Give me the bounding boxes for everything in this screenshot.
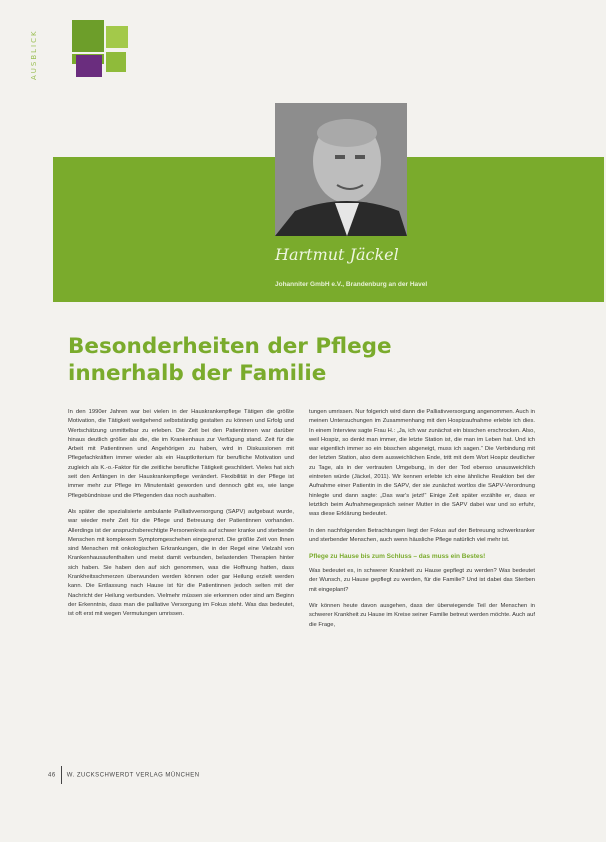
- paragraph: tungen umrissen. Nur folgerich wird dann die Palliativversorgung angenommen. Auch in meinen Untersuchungen im Zusammenhang mit den Hospizaufnahme erlebte ich dies. In einem Interview sagte Frau H.: „Ja, ich war zunächst ein bisschen erschrocken. Also, weil Hospiz, so denkt man immer, die letzte Station ist, die man im Leben hat. Und ich war eigentlich immer so ein bisschen abgeneigt, muss ich sagen.“ Die Verbindung mit der letzten Station, also dem ausweichlichen Ende, tritt mit dem Wort Hospiz deutlicher zu Tage, als in der vertrauten Umgebung, in der der Tod ebenso unausweichlich eintreten würde (Jäckel, 2011). Wir kennen erlebte ich eine ähnliche Reaktion bei der Aufnahme einer Patientin in die SAPV, der sie zunächst wortlos die SAPV-Verordnung hinlegte und dann sagte: „Das war's jetzt!“ Einige Zeit später erzählte er, dass er letztlich beim Aufnahmegespräch seiner Mutter in die SAPV dabei war und so erfuhr, was diese Erklärung bedeutet.: [309, 409, 535, 518]
- paragraph: In den nachfolgenden Betrachtungen liegt der Fokus auf der Betreuung schwerkranker und sterbender Menschen, auch wenn häusliche Pflege natürlich viel mehr ist.: [309, 527, 535, 543]
- page-footer: [48, 766, 200, 784]
- title-line-1: Besonderheiten der Pflege: [68, 334, 392, 359]
- decor-square-dark-green: [72, 20, 104, 52]
- author-portrait: [275, 103, 407, 236]
- section-subheading: Pflege zu Hause bis zum Schluss – das muss ein Bestes!: [309, 553, 486, 561]
- publisher-name: W. ZUCKSCHWERDT VERLAG MÜNCHEN: [66, 772, 200, 779]
- author-role: Johanniter GmbH e.V., Brandenburg an der Havel: [275, 281, 428, 288]
- body-column-right: [309, 408, 535, 637]
- decor-square-small-green: [106, 52, 126, 72]
- paragraph: In den 1990er Jahren war bei vielen in der Hauskrankenpflege Tätigen die größte Motivation, die Tätigkeit weitgehend selbstständig gestalten zu können und Erfolg und Wertschätzung unmittelbar zu erleben. Die Zeit bei den Patientinnen war darüber hinaus deutlich größer als die, die im Krankenhaus zur Verfügung stand. Zeit für die Arbeit mit Patientinnen und Angehörigen zu haben, wird in Diskussionen mit Pflegefachkräften immer wieder als ein Hauptkriterium für berufliche Motivation und zugleich als K.-o.-Faktor für die zeitliche berufliche Tätigkeit geschildert. Vieles hat sich seit den Anfängen in der Hauskrankenpflege verändert. Flexibilität in der Pflege ist immer mehr zur Pflege im Minutentakt geworden und dennoch gibt es, wie lange Pflegebündnisse und die Pflegenden das noch aushalten.: [68, 409, 294, 499]
- decor-square-purple: [76, 55, 102, 77]
- paragraph: Als später die spezialisierte ambulante Palliativversorgung (SAPV) aufgebaut wurde, war wieder mehr Zeit für die Pflege und Betreuung der Patientinnen vorhanden. Allerdings ist der anspruchsberechtigte Personenkreis auf schwer kranke und sterbende Menschen mit komplexem Symptomgeschehen eingegrenzt. Die größte Zeit von Ihnen sind Menschen mit onkologischen Erkrankungen, die in der Regel eine Vielzahl von Krankenhausaufenthalten und meist damit verbunden, belastenden Therapien hinter sich haben. Sie haben den auf sich genommen, was die Hoffnung hatten, dass Krankheitsschmerzen überwunden werden können oder gar Heilung erzielt werden kann. Die Entlassung nach Hause ist für die Patientinnen jedoch selten mit der Nachricht der Heilung verbunden. Vielmehr müssen sie erkennen oder sind am Beginn der Erkenntnis, dass man die palliative Versorgung im Fokus steht. Was das bedeutet, ist oft erst mit wegen Vermutungen umrissen.: [68, 508, 294, 618]
- title-line-2: innerhalb der Familie: [68, 361, 327, 386]
- author-name: Hartmut Jäckel: [275, 245, 399, 264]
- paragraph: Was bedeutet es, in schwerer Krankheit zu Hause gepflegt zu werden? Was bedeutet der Wunsch, zu Hause gepflegt zu werden, für die Familie? Und ist dabei das Sterben mit eingeplant?: [309, 568, 535, 593]
- article-title: [68, 333, 392, 387]
- page-number: 46: [48, 772, 56, 779]
- section-label: AUSBLICK: [30, 29, 38, 80]
- footer-divider: [61, 766, 62, 784]
- paragraph: Wir können heute davon ausgehen, dass der überwiegende Teil der Menschen in schwerer Krankheit zu Hause im Kreise seiner Familie betreut werden möchte. Auch auf die Frage,: [309, 603, 535, 628]
- decor-square-light-green: [106, 26, 128, 48]
- body-column-left: [68, 408, 294, 627]
